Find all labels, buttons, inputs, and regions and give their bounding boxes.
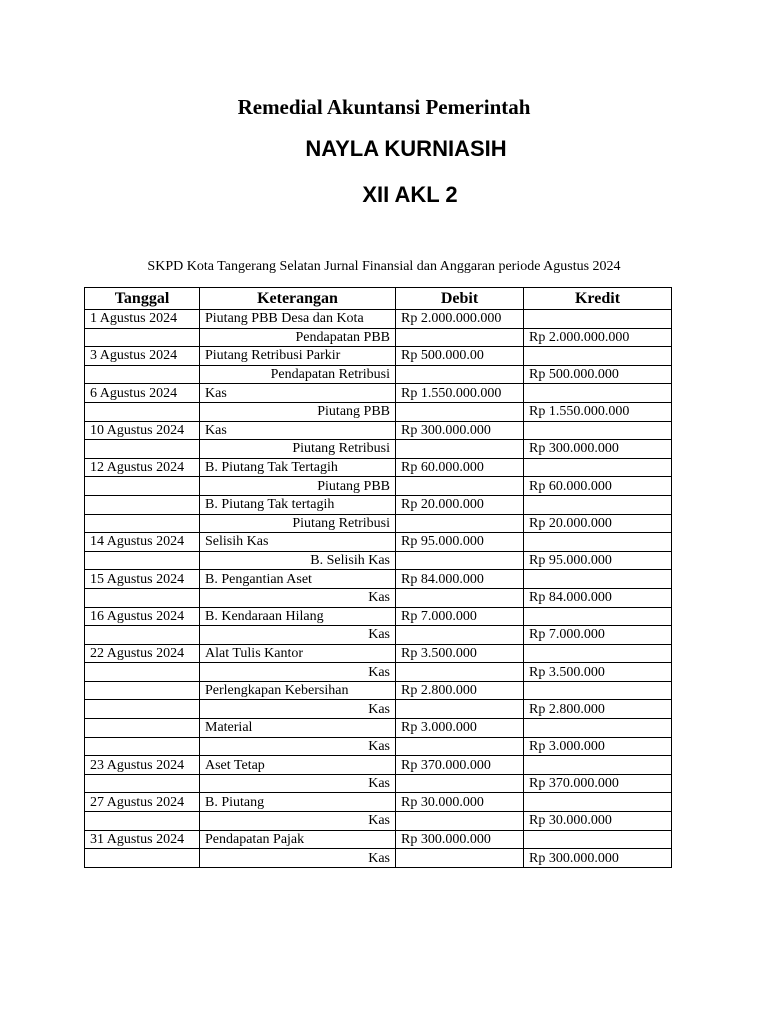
cell-keterangan: B. Piutang Tak Tertagih xyxy=(200,458,396,477)
cell-keterangan: B. Pengantian Aset xyxy=(200,570,396,589)
table-row xyxy=(85,700,672,719)
cell-tanggal xyxy=(85,774,200,793)
cell-tanggal xyxy=(85,719,200,738)
cell-kredit: Rp 370.000.000 xyxy=(524,774,672,793)
table-row xyxy=(85,756,672,775)
cell-kredit xyxy=(524,495,672,514)
cell-tanggal xyxy=(85,626,200,645)
cell-kredit: Rp 7.000.000 xyxy=(524,626,672,645)
table-row xyxy=(85,458,672,477)
table-row xyxy=(85,440,672,459)
table-row xyxy=(85,849,672,868)
cell-debit: Rp 300.000.000 xyxy=(396,830,524,849)
cell-kredit xyxy=(524,719,672,738)
cell-tanggal xyxy=(85,700,200,719)
cell-tanggal xyxy=(85,849,200,868)
cell-tanggal: 27 Agustus 2024 xyxy=(85,793,200,812)
table-row xyxy=(85,588,672,607)
cell-debit: Rp 7.000.000 xyxy=(396,607,524,626)
cell-kredit: Rp 3.000.000 xyxy=(524,737,672,756)
cell-kredit xyxy=(524,644,672,663)
table-row xyxy=(85,737,672,756)
cell-keterangan: Piutang Retribusi xyxy=(200,440,396,459)
table-row xyxy=(85,793,672,812)
cell-keterangan: Kas xyxy=(200,849,396,868)
table-row xyxy=(85,347,672,366)
cell-kredit: Rp 3.500.000 xyxy=(524,663,672,682)
cell-tanggal xyxy=(85,328,200,347)
cell-kredit xyxy=(524,570,672,589)
cell-tanggal: 16 Agustus 2024 xyxy=(85,607,200,626)
cell-kredit: Rp 500.000.000 xyxy=(524,365,672,384)
cell-keterangan: Kas xyxy=(200,588,396,607)
table-row xyxy=(85,830,672,849)
cell-keterangan: Kas xyxy=(200,774,396,793)
cell-keterangan: Selisih Kas xyxy=(200,533,396,552)
cell-keterangan: B. Selisih Kas xyxy=(200,551,396,570)
cell-keterangan: Piutang Retribusi Parkir xyxy=(200,347,396,366)
cell-tanggal xyxy=(85,402,200,421)
cell-tanggal: 3 Agustus 2024 xyxy=(85,347,200,366)
cell-debit xyxy=(396,477,524,496)
cell-keterangan: Kas xyxy=(200,626,396,645)
cell-keterangan: Kas xyxy=(200,663,396,682)
cell-debit: Rp 95.000.000 xyxy=(396,533,524,552)
cell-tanggal: 6 Agustus 2024 xyxy=(85,384,200,403)
cell-keterangan: Piutang PBB xyxy=(200,402,396,421)
table-row xyxy=(85,328,672,347)
table-row xyxy=(85,681,672,700)
header-debit: Debit xyxy=(396,288,524,310)
cell-tanggal xyxy=(85,495,200,514)
cell-kredit: Rp 2.000.000.000 xyxy=(524,328,672,347)
cell-debit: Rp 3.000.000 xyxy=(396,719,524,738)
cell-debit xyxy=(396,849,524,868)
cell-debit xyxy=(396,626,524,645)
cell-tanggal xyxy=(85,477,200,496)
table-header-row xyxy=(85,288,672,310)
table-row xyxy=(85,626,672,645)
cell-kredit: Rp 300.000.000 xyxy=(524,849,672,868)
table-row xyxy=(85,812,672,831)
cell-keterangan: Kas xyxy=(200,812,396,831)
cell-keterangan: Kas xyxy=(200,421,396,440)
cell-kredit xyxy=(524,756,672,775)
cell-debit xyxy=(396,402,524,421)
cell-keterangan: Pendapatan Pajak xyxy=(200,830,396,849)
cell-kredit xyxy=(524,458,672,477)
cell-keterangan: Pendapatan Retribusi xyxy=(200,365,396,384)
cell-keterangan: Piutang PBB Desa dan Kota xyxy=(200,310,396,329)
cell-tanggal: 1 Agustus 2024 xyxy=(85,310,200,329)
header-tanggal: Tanggal xyxy=(85,288,200,310)
cell-keterangan: Kas xyxy=(200,700,396,719)
cell-keterangan: Piutang PBB xyxy=(200,477,396,496)
cell-debit xyxy=(396,663,524,682)
cell-debit: Rp 30.000.000 xyxy=(396,793,524,812)
cell-debit xyxy=(396,700,524,719)
cell-debit xyxy=(396,328,524,347)
cell-kredit: Rp 84.000.000 xyxy=(524,588,672,607)
cell-kredit xyxy=(524,310,672,329)
header-keterangan: Keterangan xyxy=(200,288,396,310)
cell-kredit xyxy=(524,681,672,700)
cell-tanggal: 14 Agustus 2024 xyxy=(85,533,200,552)
cell-tanggal xyxy=(85,663,200,682)
cell-tanggal xyxy=(85,551,200,570)
journal-table xyxy=(84,287,672,868)
cell-keterangan: Material xyxy=(200,719,396,738)
cell-keterangan: Alat Tulis Kantor xyxy=(200,644,396,663)
cell-debit: Rp 2.000.000.000 xyxy=(396,310,524,329)
cell-keterangan: Piutang Retribusi xyxy=(200,514,396,533)
table-row xyxy=(85,644,672,663)
cell-kredit xyxy=(524,421,672,440)
cell-debit: Rp 3.500.000 xyxy=(396,644,524,663)
cell-tanggal xyxy=(85,588,200,607)
cell-kredit: Rp 20.000.000 xyxy=(524,514,672,533)
cell-keterangan: B. Piutang xyxy=(200,793,396,812)
cell-debit: Rp 84.000.000 xyxy=(396,570,524,589)
cell-keterangan: B. Piutang Tak tertagih xyxy=(200,495,396,514)
table-row xyxy=(85,495,672,514)
table-row xyxy=(85,663,672,682)
table-caption: SKPD Kota Tangerang Selatan Jurnal Finansial dan Anggaran periode Agustus 2024 xyxy=(147,259,621,274)
document-title: Remedial Akuntansi Pemerintah xyxy=(237,95,531,119)
table-row xyxy=(85,402,672,421)
cell-debit: Rp 2.800.000 xyxy=(396,681,524,700)
cell-kredit: Rp 30.000.000 xyxy=(524,812,672,831)
cell-debit: Rp 60.000.000 xyxy=(396,458,524,477)
cell-keterangan: Kas xyxy=(200,384,396,403)
cell-keterangan: Pendapatan PBB xyxy=(200,328,396,347)
table-row xyxy=(85,570,672,589)
table-row xyxy=(85,365,672,384)
table-row xyxy=(85,551,672,570)
cell-tanggal xyxy=(85,440,200,459)
cell-debit: Rp 370.000.000 xyxy=(396,756,524,775)
cell-debit xyxy=(396,365,524,384)
cell-tanggal: 22 Agustus 2024 xyxy=(85,644,200,663)
cell-keterangan: Perlengkapan Kebersihan xyxy=(200,681,396,700)
cell-debit: Rp 500.000.00 xyxy=(396,347,524,366)
cell-debit: Rp 1.550.000.000 xyxy=(396,384,524,403)
cell-keterangan: Aset Tetap xyxy=(200,756,396,775)
table-row xyxy=(85,607,672,626)
cell-tanggal: 12 Agustus 2024 xyxy=(85,458,200,477)
cell-kredit: Rp 95.000.000 xyxy=(524,551,672,570)
table-row xyxy=(85,533,672,552)
cell-kredit xyxy=(524,384,672,403)
cell-tanggal xyxy=(85,681,200,700)
cell-kredit xyxy=(524,607,672,626)
student-class: XII AKL 2 xyxy=(362,182,458,207)
table-row xyxy=(85,774,672,793)
cell-debit xyxy=(396,812,524,831)
table-row xyxy=(85,421,672,440)
table-row xyxy=(85,310,672,329)
cell-debit xyxy=(396,774,524,793)
cell-kredit xyxy=(524,533,672,552)
cell-kredit: Rp 300.000.000 xyxy=(524,440,672,459)
cell-debit: Rp 20.000.000 xyxy=(396,495,524,514)
table-row xyxy=(85,384,672,403)
cell-keterangan: B. Kendaraan Hilang xyxy=(200,607,396,626)
cell-kredit xyxy=(524,830,672,849)
cell-debit xyxy=(396,440,524,459)
cell-debit xyxy=(396,551,524,570)
cell-debit: Rp 300.000.000 xyxy=(396,421,524,440)
cell-kredit: Rp 60.000.000 xyxy=(524,477,672,496)
cell-kredit xyxy=(524,793,672,812)
cell-tanggal: 10 Agustus 2024 xyxy=(85,421,200,440)
cell-tanggal: 15 Agustus 2024 xyxy=(85,570,200,589)
table-row xyxy=(85,719,672,738)
cell-debit xyxy=(396,514,524,533)
cell-tanggal: 31 Agustus 2024 xyxy=(85,830,200,849)
table-row xyxy=(85,514,672,533)
cell-kredit: Rp 2.800.000 xyxy=(524,700,672,719)
header-kredit: Kredit xyxy=(524,288,672,310)
cell-tanggal xyxy=(85,365,200,384)
cell-keterangan: Kas xyxy=(200,737,396,756)
cell-tanggal xyxy=(85,514,200,533)
cell-kredit: Rp 1.550.000.000 xyxy=(524,402,672,421)
journal-body xyxy=(85,310,672,868)
student-name: NAYLA KURNIASIH xyxy=(305,136,507,161)
cell-tanggal xyxy=(85,737,200,756)
table-row xyxy=(85,477,672,496)
cell-debit xyxy=(396,737,524,756)
cell-tanggal xyxy=(85,812,200,831)
cell-debit xyxy=(396,588,524,607)
cell-tanggal: 23 Agustus 2024 xyxy=(85,756,200,775)
cell-kredit xyxy=(524,347,672,366)
